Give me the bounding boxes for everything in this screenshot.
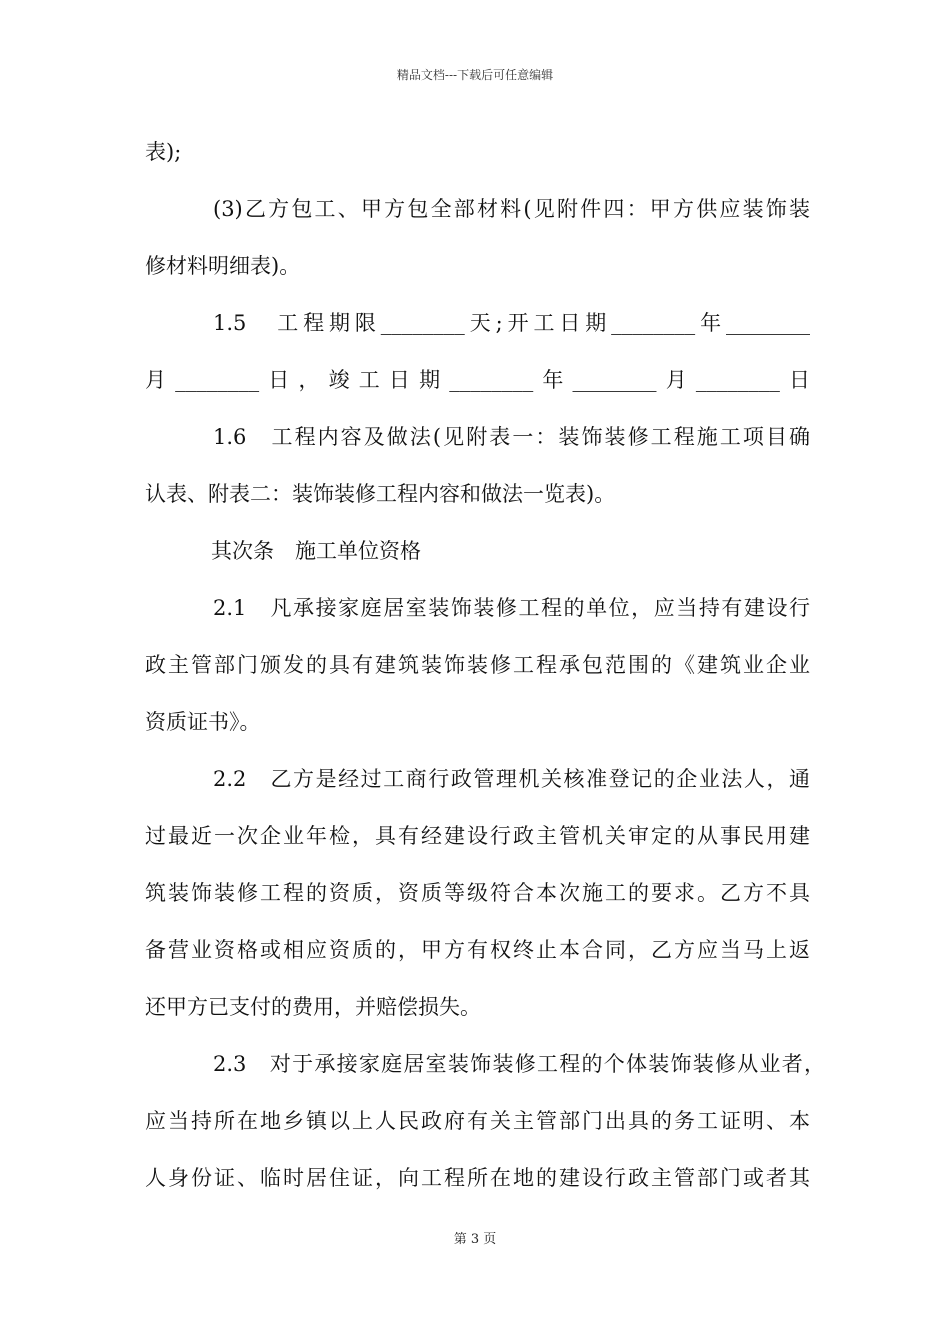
text-line: 资质证书》。 [145,710,261,734]
text-line: 月________日，竣工日期________年________月________日 [145,368,810,392]
text-line: 2.3 对于承接家庭居室装饰装修工程的个体装饰装修从业者， [213,1052,825,1076]
text-line: 表); [145,140,182,164]
text-line: 2.1 凡承接家庭居室装饰装修工程的单位，应当持有建设行 [213,596,810,620]
section-heading: 其次条 施工单位资格 [211,539,421,563]
text-line: 修材料明细表)。 [145,254,301,278]
text-line: 认表、附表二：装饰装修工程内容和做法一览表)。 [145,482,616,506]
text-line: 还甲方已支付的费用，并赔偿损失。 [145,995,481,1019]
text-line: 政主管部门颁发的具有建筑装饰装修工程承包范围的《建筑业企业 [145,653,810,677]
text-line: 备营业资格或相应资质的，甲方有权终止本合同，乙方应当马上返 [145,938,810,962]
text-line: 1.5 工程期限________天;开工日期________年________ [213,311,810,335]
text-line: 应当持所在地乡镇以上人民政府有关主管部门出具的务工证明、本 [145,1109,810,1133]
text-line: 1.6 工程内容及做法(见附表一：装饰装修工程施工项目确 [213,425,810,449]
text-line: 2.2 乙方是经过工商行政管理机关核准登记的企业法人，通 [213,767,810,791]
text-line: 筑装饰装修工程的资质，资质等级符合本次施工的要求。乙方不具 [145,881,810,905]
page-number: 第 3 页 [453,1232,497,1247]
page-header: 精品文档---下载后可任意编辑 [396,68,554,82]
text-line: 人身份证、临时居住证，向工程所在地的建设行政主管部门或者其 [145,1166,810,1190]
text-line: (3)乙方包工、甲方包全部材料(见附件四：甲方供应装饰装 [213,197,810,221]
text-line: 过最近一次企业年检，具有经建设行政主管机关审定的从事民用建 [145,824,810,848]
